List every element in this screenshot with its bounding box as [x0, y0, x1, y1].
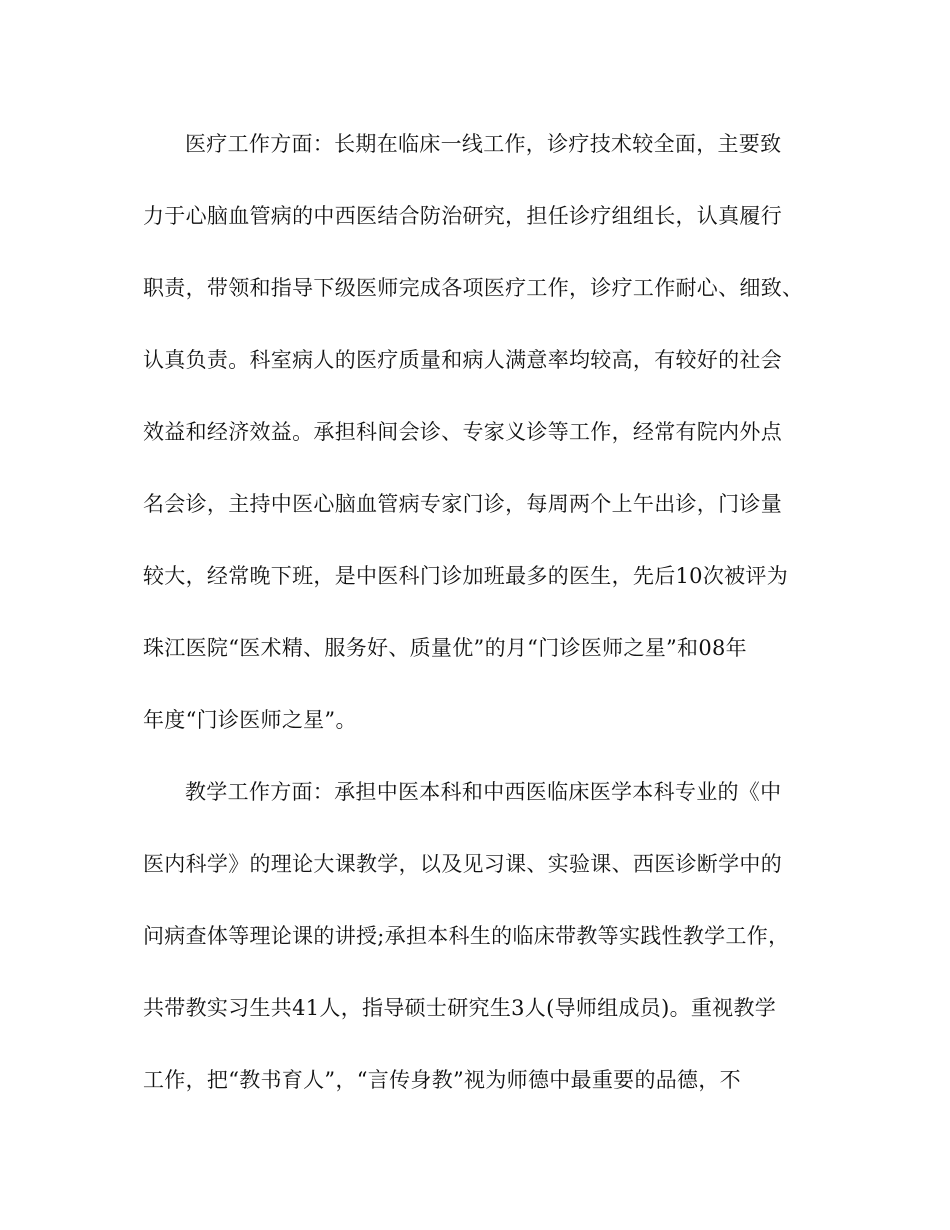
- paragraph-teaching-line-3: 问病查体等理论课的讲授;承担本科生的临床带教等实践性教学工作，: [143, 924, 790, 948]
- paragraph-medical-line-1: 医疗工作方面：长期在临床一线工作，诊疗技术较全面，主要致: [185, 132, 782, 156]
- paragraph-teaching-line-1: 教学工作方面：承担中医本科和中西医临床医学本科专业的《中: [185, 780, 782, 804]
- paragraph-medical-line-6: 名会诊，主持中医心脑血管病专家门诊，每周两个上午出诊，门诊量: [143, 492, 782, 516]
- paragraph-medical-line-4: 认真负责。科室病人的医疗质量和病人满意率均较高，有较好的社会: [143, 348, 782, 372]
- paragraph-medical-line-8: 珠江医院“医术精、服务好、质量优”的月“门诊医师之星”和08年: [143, 636, 747, 660]
- paragraph-medical-line-2: 力于心脑血管病的中西医结合防治研究，担任诊疗组组长，认真履行: [143, 204, 782, 228]
- paragraph-teaching-line-5: 工作，把“教书育人”，“言传身教”视为师德中最重要的品德，不: [143, 1068, 741, 1092]
- paragraph-medical-line-7: 较大，经常晚下班，是中医科门诊加班最多的医生，先后10次被评为: [143, 564, 789, 588]
- paragraph-medical-line-3: 职责，带领和指导下级医师完成各项医疗工作，诊疗工作耐心、细致、: [143, 276, 803, 300]
- paragraph-medical-line-5: 效益和经济效益。承担科间会诊、专家义诊等工作，经常有院内外点: [143, 420, 782, 444]
- paragraph-teaching-line-2: 医内科学》的理论大课教学，以及见习课、实验课、西医诊断学中的: [143, 852, 782, 876]
- paragraph-teaching-line-4: 共带教实习生共41人，指导硕士研究生3人(导师组成员)。重视教学: [143, 996, 777, 1020]
- paragraph-medical-line-9: 年度“门诊医师之星”。: [143, 708, 357, 732]
- body-text: [143, 124, 803, 1132]
